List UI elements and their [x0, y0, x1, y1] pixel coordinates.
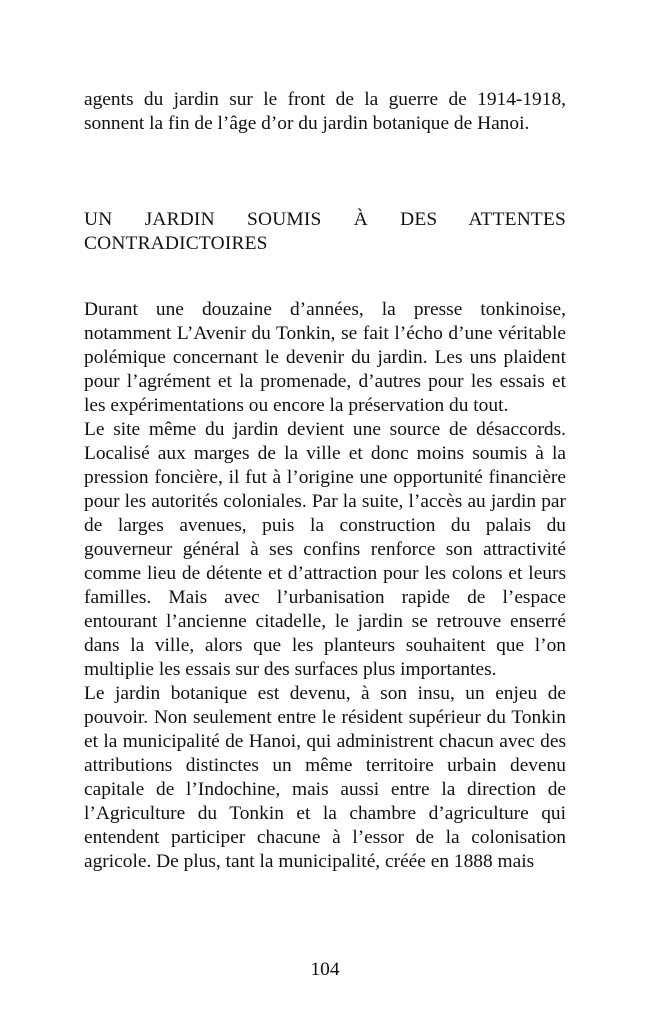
page-body — [84, 88, 566, 874]
page-number: 104 — [310, 959, 340, 980]
section-heading: UN JARDIN SOUMIS À DES ATTENTES CONTRADICTOIRES — [84, 209, 566, 254]
body-paragraph-1: Durant une douzaine d’années, la presse tonkinoise, notamment L’Avenir du Tonkin, se fait l’écho d’une véritable polémique concernant le devenir du jardin. Les uns plaident pour l’agrément et la promenade, d’autres pour les essais et les expérimentations ou encore la préservation du tout. — [84, 299, 566, 416]
body-paragraph-3: Le jardin botanique est devenu, à son insu, un enjeu de pouvoir. Non seulement entre le résident supérieur du Tonkin et la municipalité de Hanoi, qui administrent chacun avec des attributions distinctes un même territoire urbain devenu capitale de l’Indochine, mais aussi entre la direction de l’Agriculture du Tonkin et la chambre d’agriculture qui entendent participer chacune à l’essor de la colonisation agricole. De plus, tant la municipalité, créée en 1888 mais — [84, 683, 566, 872]
body-paragraph-2: Le site même du jardin devient une source de désaccords. Localisé aux marges de la ville et donc moins soumis à la pression foncière, il fut à l’origine une opportunité financière pour les autorités coloniales. Par la suite, l’accès au jardin par de larges avenues, puis la construction du palais du gouverneur général à ses confins renforce son attractivité comme lieu de détente et d’attraction pour les colons et leurs familles. Mais avec l’urbanisation rapide de l’espace entourant l’ancienne citadelle, le jardin se retrouve enserré dans la ville, alors que les planteurs souhaitent que l’on multiplie les essais sur des surfaces plus importantes. — [84, 419, 566, 680]
intro-paragraph: agents du jardin sur le front de la guerre de 1914-1918, sonnent la fin de l’âge d’or du jardin botanique de Hanoi. — [84, 89, 566, 134]
